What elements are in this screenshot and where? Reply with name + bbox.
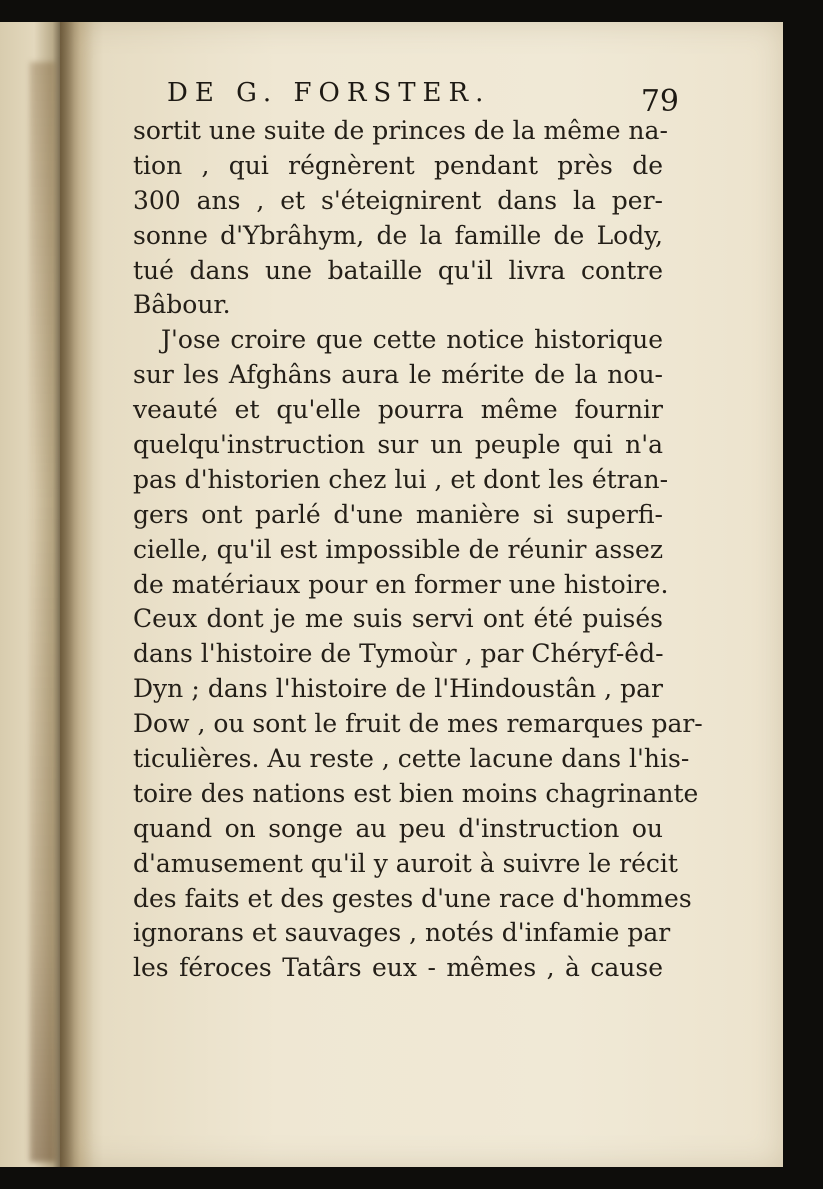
text-line: les féroces Tatârs eux - mêmes , à cause bbox=[133, 953, 663, 983]
text-line: 300 ans , et s'éteignirent dans la per- bbox=[133, 185, 663, 215]
text-line: Bâbour. bbox=[133, 290, 231, 320]
text-line: sonne d'Ybrâhym, de la famille de Lody, bbox=[133, 220, 663, 250]
text-line: Dow , ou sont le fruit de mes remarques par- bbox=[133, 709, 703, 739]
text-line: ignorans et sauvages , notés d'infamie par bbox=[133, 918, 671, 948]
text-line: tué dans une bataille qu'il livra contre bbox=[133, 255, 663, 285]
text-line: cielle, qu'il est impossible de réunir assez bbox=[133, 534, 663, 564]
running-head: DE G. FORSTER. bbox=[167, 78, 491, 108]
text-line: tion , qui régnèrent pendant près de bbox=[133, 150, 663, 180]
text-line: toire des nations est bien moins chagrinante bbox=[133, 778, 699, 808]
paragraph-start: J'ose croire que cette notice historique bbox=[161, 325, 663, 355]
text-line: dans l'histoire de Tymoùr , par Chéryf-êd- bbox=[133, 639, 664, 669]
text-line: sortit une suite de princes de la même na- bbox=[133, 116, 668, 145]
text-line: gers ont parlé d'une manière si superfi- bbox=[133, 499, 663, 529]
text-line: quelqu'instruction sur un peuple qui n'a bbox=[133, 430, 663, 460]
page-number: 79 bbox=[640, 84, 679, 119]
text-line: ticulières. Au reste , cette lacune dans l'his- bbox=[133, 744, 690, 774]
text-line: des faits et des gestes d'une race d'hommes bbox=[133, 883, 692, 913]
text-line: Ceux dont je me suis servi ont été puisés bbox=[133, 604, 663, 634]
text-line: veauté et qu'elle pourra même fournir bbox=[133, 395, 663, 425]
water-stain bbox=[30, 62, 56, 1162]
facing-page-edge bbox=[0, 22, 62, 1167]
page-header bbox=[167, 70, 727, 120]
text-line: d'amusement qu'il y auroit à suivre le récit bbox=[133, 848, 678, 878]
text-line: Dyn ; dans l'histoire de l'Hindoustân , par bbox=[133, 674, 663, 704]
text-line: de matériaux pour en former une histoire. bbox=[133, 569, 669, 599]
gutter-shadow bbox=[60, 22, 94, 1167]
text-line: sur les Afghâns aura le mérite de la nou- bbox=[133, 360, 663, 390]
text-line: quand on songe au peu d'instruction ou bbox=[133, 813, 663, 843]
body-text bbox=[133, 114, 703, 986]
text-line: pas d'historien chez lui , et dont les étran- bbox=[133, 464, 669, 494]
